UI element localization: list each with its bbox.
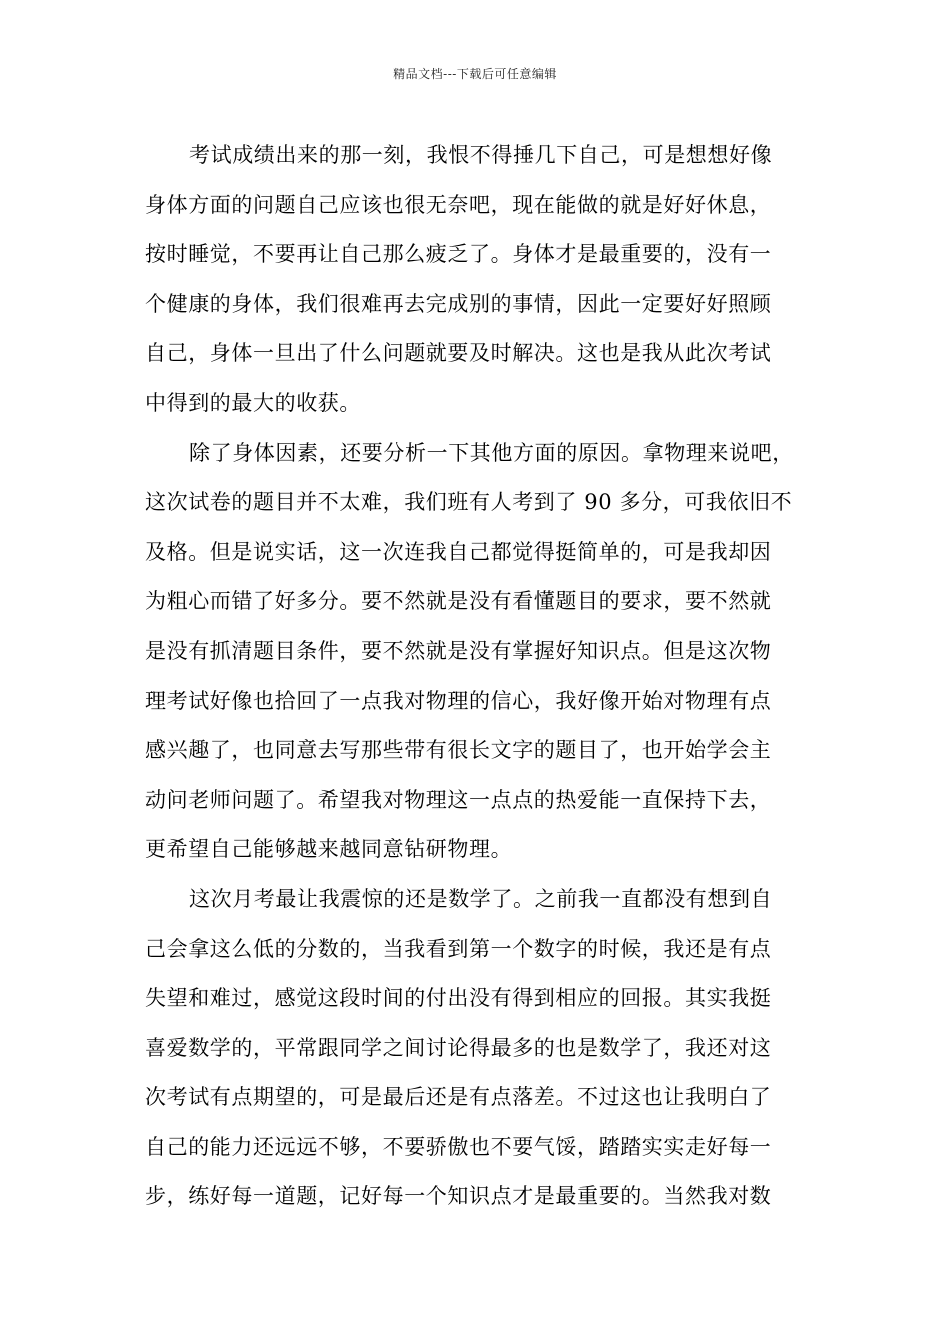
paragraph-line: 及格。但是说实话，这一次连我自己都觉得挺简单的，可是我却因 [145, 539, 772, 564]
paragraph-line: 理考试好像也拾回了一点我对物理的信心，我好像开始对物理有点 [145, 688, 772, 713]
paragraph-line: 己会拿这么低的分数的，当我看到第一个数字的时候，我还是有点 [145, 936, 772, 961]
paragraph-line: 个健康的身体，我们很难再去完成别的事情，因此一定要好好照顾 [145, 291, 772, 316]
page-header: 精品文档---下载后可任意编辑 [393, 67, 557, 81]
paragraph-line: 自己的能力还远远不够，不要骄傲也不要气馁，踏踏实实走好每一 [145, 1134, 772, 1159]
paragraph-line: 为粗心而错了好多分。要不然就是没有看懂题目的要求，要不然就 [145, 589, 772, 614]
paragraph-line: 更希望自己能够越来越同意钻研物理。 [145, 837, 513, 862]
paragraph-line: 考试成绩出来的那一刻，我恨不得捶几下自己，可是想想好像 [189, 143, 773, 167]
paragraph-line: 感兴趣了，也同意去写那些带有很长文字的题目了，也开始学会主 [145, 738, 772, 763]
paragraph-line: 中得到的最大的收获。 [145, 390, 361, 415]
paragraph-line: 喜爱数学的，平常跟同学之间讨论得最多的也是数学了，我还对这 [145, 1035, 772, 1060]
paragraph-line: 次考试有点期望的，可是最后还是有点落差。不过这也让我明白了 [145, 1085, 772, 1110]
document-body [145, 131, 810, 1222]
paragraph-line: 步，练好每一道题，记好每一个知识点才是最重要的。当然我对数 [145, 1184, 772, 1209]
paragraph-line: 自己，身体一旦出了什么问题就要及时解决。这也是我从此次考试 [145, 341, 772, 366]
paragraph-line: 这次试卷的题目并不太难，我们班有人考到了 90 多分，可我依旧不 [145, 490, 793, 515]
paragraph-line: 是没有抓清题目条件，要不然就是没有掌握好知识点。但是这次物 [145, 638, 772, 663]
paragraph-line: 按时睡觉，不要再让自己那么疲乏了。身体才是最重要的，没有一 [145, 242, 772, 267]
paragraph-line: 除了身体因素，还要分析一下其他方面的原因。拿物理来说吧， [189, 440, 794, 465]
paragraph-line: 失望和难过，感觉这段时间的付出没有得到相应的回报。其实我挺 [145, 986, 772, 1011]
paragraph-line: 动问老师问题了。希望我对物理这一点点的热爱能一直保持下去， [145, 787, 772, 812]
paragraph-line: 身体方面的问题自己应该也很无奈吧，现在能做的就是好好休息， [145, 192, 772, 217]
paragraph-line: 这次月考最让我震惊的还是数学了。之前我一直都没有想到自 [189, 886, 773, 911]
